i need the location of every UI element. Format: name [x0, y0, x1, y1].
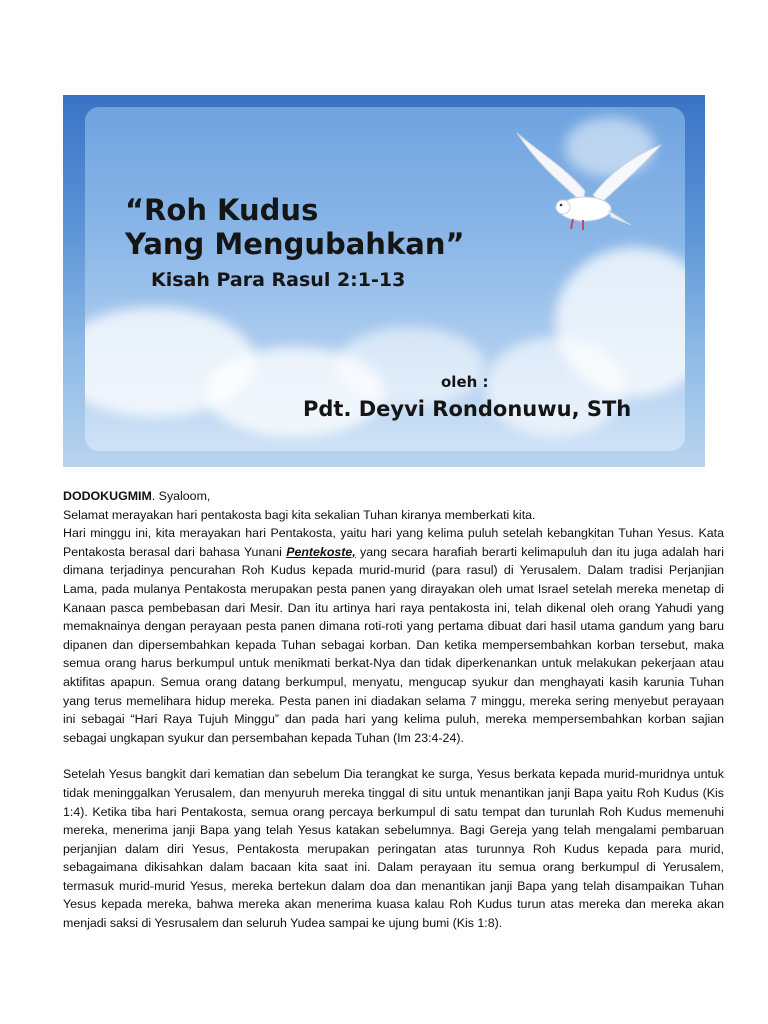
- banner-title: [125, 193, 465, 261]
- greeting-line: [63, 487, 724, 506]
- sermon-banner: [63, 95, 705, 467]
- author-name: Pdt. Deyvi Rondonuwu, STh: [303, 397, 632, 421]
- paragraph-1-start: Hari minggu ini, kita merayakan hari Pentakosta, yaitu hari yang kelima puluh setelah kebangkitan Tuhan Yesus. Kata Pentakosta berasal dari bahasa Yunani: [63, 526, 724, 559]
- blessing-line: Selamat merayakan hari pentakosta bagi kita sekalian Tuhan kiranya memberkati kita.: [63, 507, 536, 522]
- banner-sky-panel: [85, 107, 685, 451]
- greek-term: Pentekoste,: [286, 544, 356, 559]
- scripture-reference: Kisah Para Rasul 2:1-13: [151, 269, 406, 291]
- paragraph-2: Setelah Yesus bangkit dari kematian dan sebelum Dia terangkat ke surga, Yesus berkata kepada murid-muridnya untuk tidak meninggalkan Yerusalem, dan menyuruh mereka tinggal di situ untuk menantikan janji Bapa yaitu Roh Kudus (Kis 1:4). Ketika tiba hari Pentakosta, semua orang percaya berkumpul di satu tempat dan turunlah Roh Kudus memenuhi mereka, menerima janji Bapa yang telah Yesus katakan sebelumnya. Bagi Gereja yang telah mengalami pembaruan perjanjian dalam diri Yesus, Pentakosta merupakan peringatan atas turunnya Roh Kudus kepada para murid, sebagaimana dikisahkan dalam bacaan kita saat ini. Dalam perayaan itu semua orang berkumpul di Yerusalem, termasuk murid-murid Yesus, mereka bertekun dalam doa dan menantikan janji Bapa yang telah disampaikan Tuhan Yesus kepada mereka, bahwa mereka akan menerima kuasa kalau Roh Kudus turun atas mereka dan mereka akan menjadi saksi di Yesrusalem dan seluruh Yudea sampai ke ujung bumi (Kis 1:8).: [63, 767, 724, 931]
- cloud: [335, 327, 485, 407]
- by-label: oleh :: [441, 373, 489, 391]
- sermon-article: [63, 487, 724, 933]
- greeting-rest: . Syaloom,: [151, 489, 211, 503]
- cloud: [485, 337, 625, 437]
- paragraph-1: [63, 524, 724, 747]
- greeting-bold: DODOKUGMIM: [63, 489, 152, 503]
- banner-title-line1: “Roh Kudus: [125, 193, 319, 227]
- dove-icon: [513, 125, 663, 245]
- banner-title-line2: Yang Mengubahkan”: [125, 227, 465, 261]
- paragraph-1-rest: yang secara harafiah berarti kelimapuluh dan itu juga adalah hari dimana terjadinya pencurahan Roh Kudus kepada murid-murid (para rasul) di Yerusalem. Dalam tradisi Perjanjian Lama, pada mulanya Pentakosta merupakan pesta panen yang dirayakan oleh umat Israel setelah mereka menetap di Kanaan pasca pembebasan dari Mesir. Dan itu artinya hari raya pentakosta ini, telah dikenal oleh orang Yahudi yang memaknainya dengan perayaan pesta panen dimana roti-roti yang pertama dibuat dari hasil utama gandum yang baru dipanen dan dipersembahkan kepada Tuhan sebagai korban. Dan ketika mempersembahkan korban tersebut, maka semua orang harus berkumpul untuk menikmati berkat-Nya dan tidak diperkenankan untuk melakukan pekerjaan atau aktifitas apapun. Semua orang datang berkumpul, menyatu, mengucap syukur dan menghayati kasih karunia Tuhan yang terus memelihara hidup mereka. Pesta panen ini diadakan selama 7 minggu, mereka sering menyebut perayaan ini sebagai “Hari Raya Tujuh Minggu” dan pada hari yang kelima puluh, mereka mempersembahkan korban sajian sebagai ungkapan syukur dan persembahan kepada Tuhan (Im 23:4-24).: [63, 544, 724, 745]
